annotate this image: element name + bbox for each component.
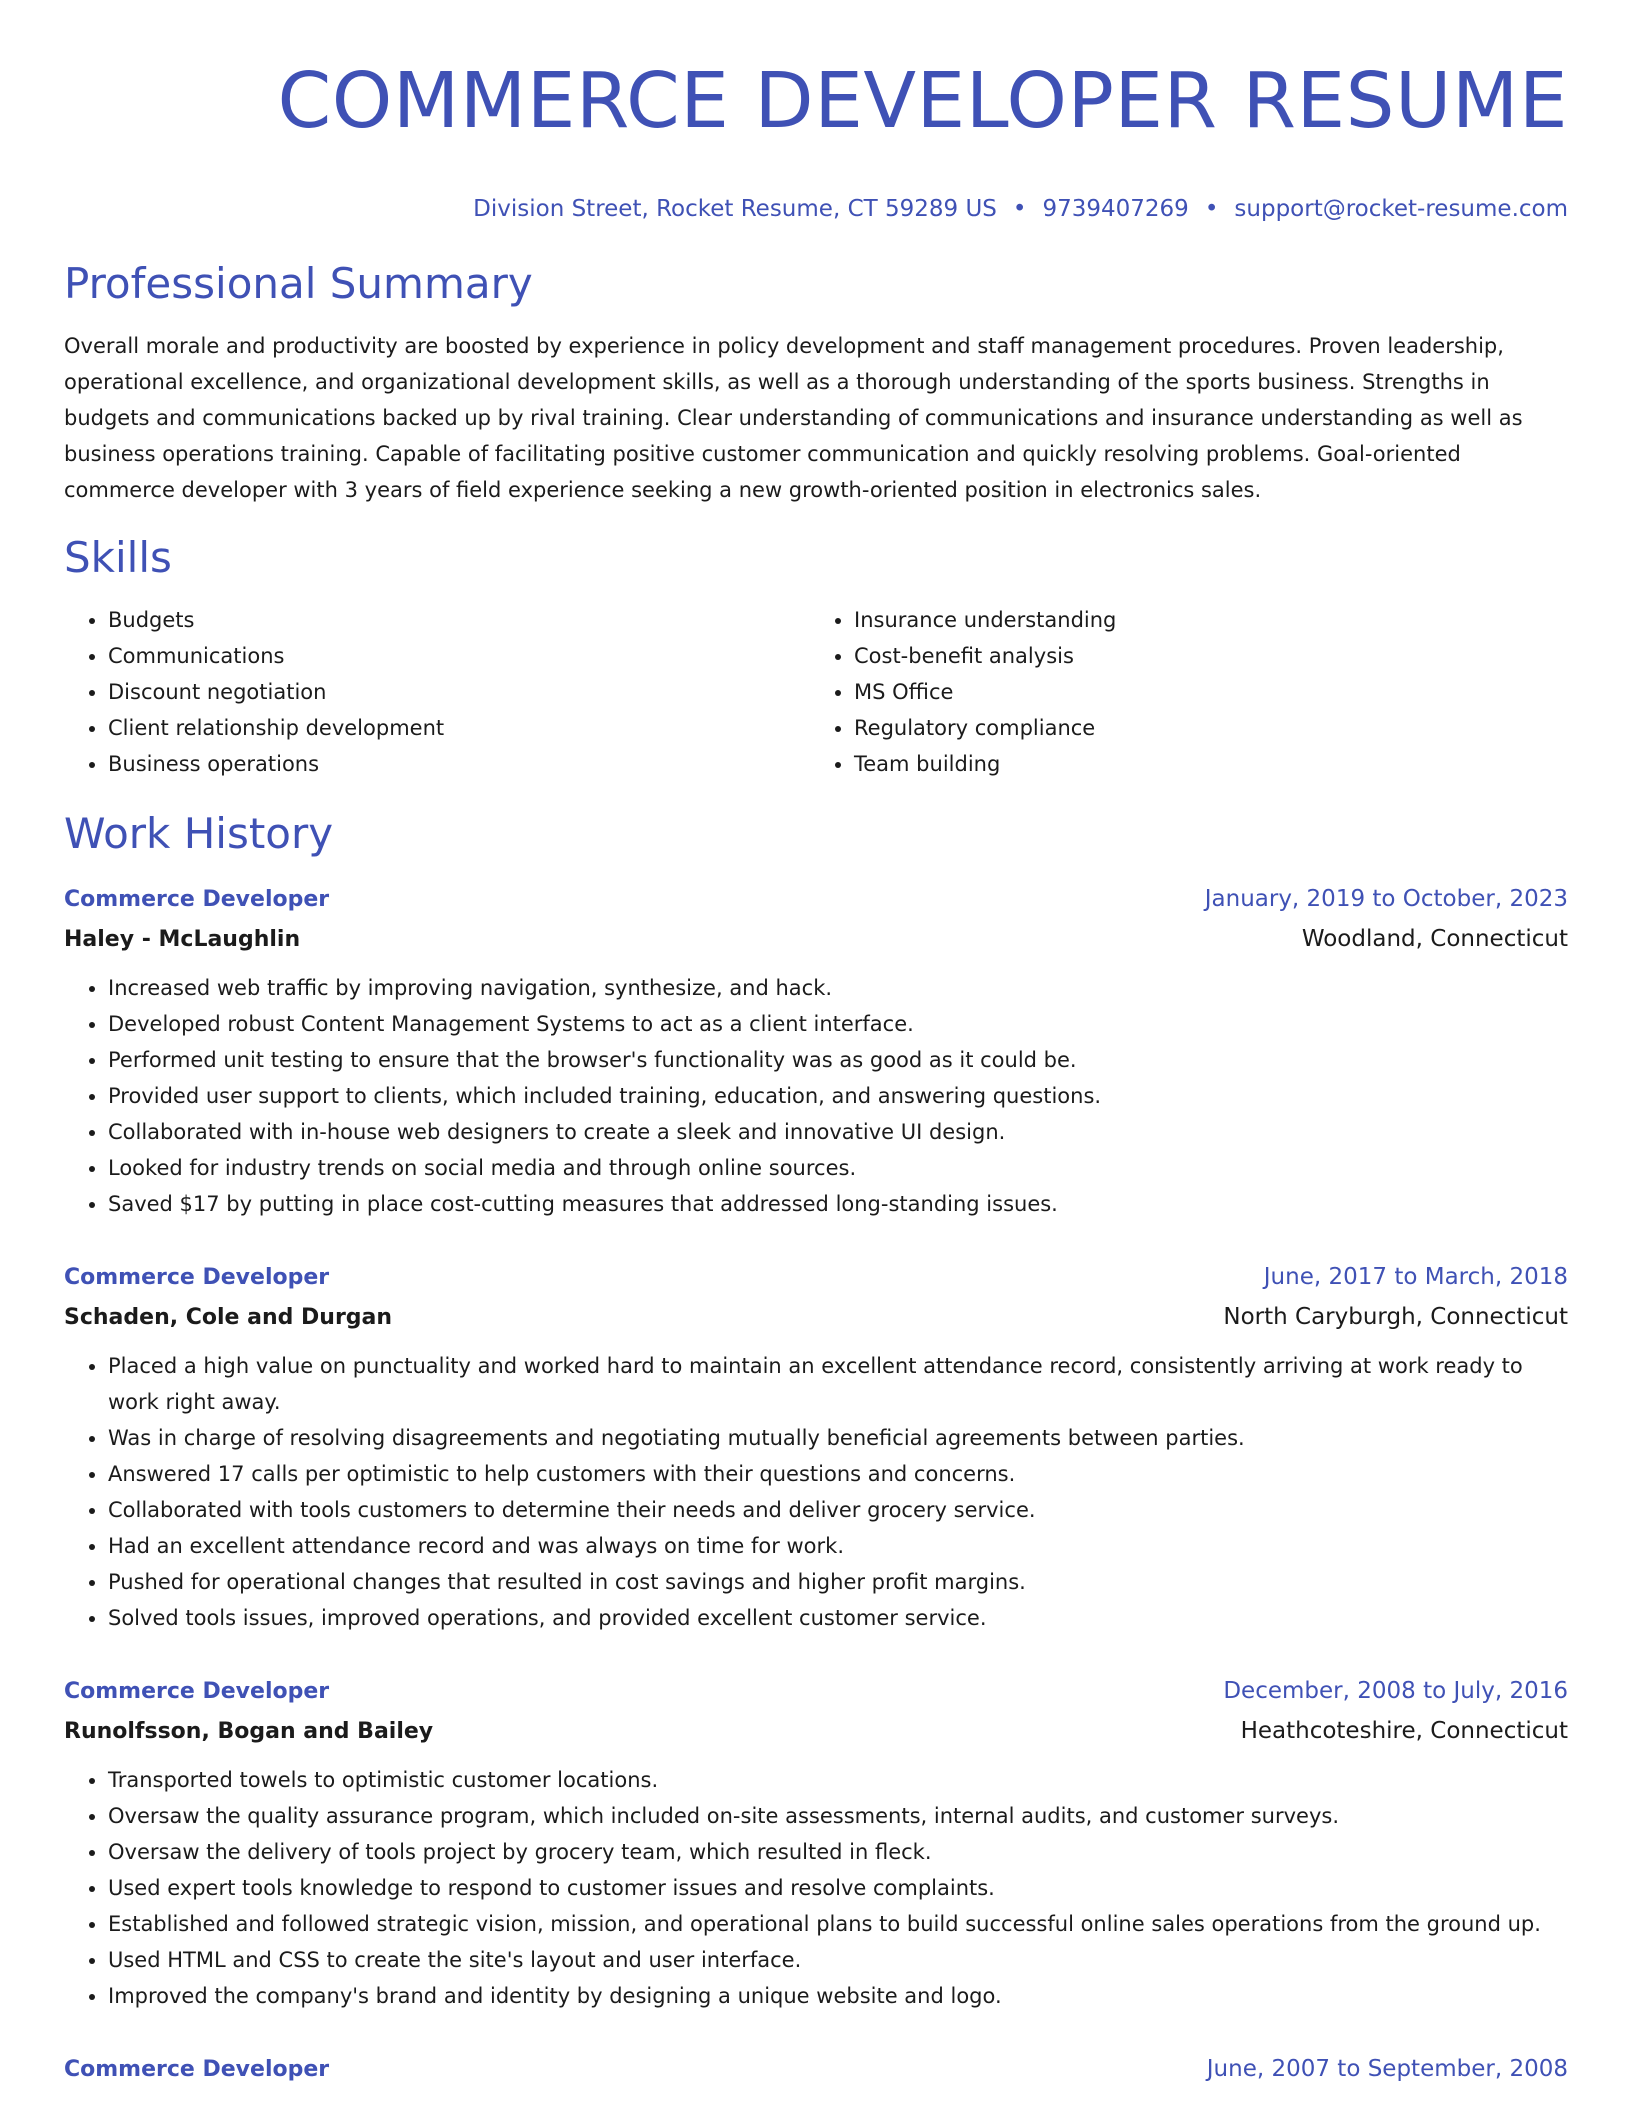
job-bullet: • Performed unit testing to ensure that the browser's functionality was as good as it could be. xyxy=(108,1042,1568,1078)
job-bullets xyxy=(64,970,1568,1222)
job-entry xyxy=(64,880,1568,1222)
job-header xyxy=(64,1258,1568,1297)
job-dates: June, 2017 to March, 2018 xyxy=(1263,1264,1568,1290)
skill-item: • Business operations xyxy=(108,746,822,782)
job-bullet: • Developed robust Content Management Systems to act as a client interface. xyxy=(108,1006,1568,1042)
skill-item: • Regulatory compliance xyxy=(854,710,1568,746)
job-bullet: • Looked for industry trends on social media and through online sources. xyxy=(108,1150,1568,1186)
job-bullet: • Increased web traffic by improving navigation, synthesize, and hack. xyxy=(108,970,1568,1006)
job-bullet: • Was in charge of resolving disagreements and negotiating mutually beneficial agreements between parties. xyxy=(108,1420,1568,1456)
job-bullet: • Pushed for operational changes that resulted in cost savings and higher profit margins. xyxy=(108,1564,1568,1600)
skill-item: • Communications xyxy=(108,638,822,674)
skill-item: • Cost-benefit analysis xyxy=(854,638,1568,674)
resume-title: COMMERCE DEVELOPER RESUME xyxy=(277,57,1568,146)
job-bullet: • Had an excellent attendance record and was always on time for work. xyxy=(108,1528,1568,1564)
skills-heading: Skills xyxy=(64,533,172,582)
skills-column-right xyxy=(822,602,1568,782)
job-entry xyxy=(64,2050,1568,2089)
skill-item: • Budgets xyxy=(108,602,822,638)
job-entry xyxy=(64,1258,1568,1636)
job-bullet: • Established and followed strategic vision, mission, and operational plans to build successful online sales operations from the ground up. xyxy=(108,1906,1568,1942)
job-dates: June, 2007 to September, 2008 xyxy=(1206,2056,1568,2082)
job-dates: January, 2019 to October, 2023 xyxy=(1204,886,1568,912)
summary-heading: Professional Summary xyxy=(64,259,533,308)
job-header xyxy=(64,1672,1568,1711)
job-bullet: • Collaborated with in-house web designers to create a sleek and innovative UI design. xyxy=(108,1114,1568,1150)
contact-line xyxy=(64,194,1568,224)
job-subheader xyxy=(64,919,1568,960)
job-title: Commerce Developer xyxy=(64,2057,330,2082)
contact-address: Division Street, Rocket Resume, CT 59289 US xyxy=(473,196,997,222)
job-bullet: • Oversaw the quality assurance program, which included on-site assessments, internal audits, and customer surveys. xyxy=(108,1798,1568,1834)
job-dates: December, 2008 to July, 2016 xyxy=(1223,1678,1568,1704)
job-location: Woodland, Connecticut xyxy=(1301,926,1568,952)
job-bullet: • Improved the company's brand and identity by designing a unique website and logo. xyxy=(108,1978,1568,2014)
resume-page xyxy=(64,0,1568,2089)
job-entry xyxy=(64,1672,1568,2014)
job-bullet: • Transported towels to optimistic customer locations. xyxy=(108,1762,1568,1798)
job-location: Heathcoteshire, Connecticut xyxy=(1240,1718,1568,1744)
job-location: North Caryburgh, Connecticut xyxy=(1223,1304,1568,1330)
job-bullet: • Used HTML and CSS to create the site's layout and user interface. xyxy=(108,1942,1568,1978)
skills-list xyxy=(64,602,1568,782)
job-title: Commerce Developer xyxy=(64,1679,330,1704)
job-title: Commerce Developer xyxy=(64,1265,330,1290)
work-history-heading: Work History xyxy=(64,809,334,858)
skill-item: • Team building xyxy=(854,746,1568,782)
summary-text: Overall morale and productivity are boosted by experience in policy development and staff management procedures. Proven leadership, operational excellence, and organizational development skills, as well as a thorough understanding of the sports business. Strengths in budgets and communications backed up by rival training. Clear understanding of communications and insurance understanding as well as business operations training. Capable of facilitating positive customer communication and quickly resolving problems. Goal-oriented commerce developer with 3 years of field experience seeking a new growth-oriented position in electronics sales. xyxy=(64,334,1523,502)
job-bullet: • Provided user support to clients, which included training, education, and answering questions. xyxy=(108,1078,1568,1114)
job-company: Runolfsson, Bogan and Bailey xyxy=(64,1719,434,1744)
job-header xyxy=(64,880,1568,919)
job-title: Commerce Developer xyxy=(64,887,330,912)
job-bullet: • Answered 17 calls per optimistic to help customers with their questions and concerns. xyxy=(108,1456,1568,1492)
contact-phone: 9739407269 xyxy=(1042,196,1189,222)
job-company: Schaden, Cole and Durgan xyxy=(64,1305,393,1330)
skill-item: • MS Office xyxy=(854,674,1568,710)
job-bullets xyxy=(64,1348,1568,1636)
job-subheader xyxy=(64,1297,1568,1338)
job-header xyxy=(64,2050,1568,2089)
skill-item: • Discount negotiation xyxy=(108,674,822,710)
contact-separator: • xyxy=(1204,196,1219,222)
job-bullet: • Collaborated with tools customers to determine their needs and deliver grocery service. xyxy=(108,1492,1568,1528)
job-subheader xyxy=(64,1711,1568,1752)
job-bullet: • Oversaw the delivery of tools project by grocery team, which resulted in fleck. xyxy=(108,1834,1568,1870)
job-bullets xyxy=(64,1762,1568,2014)
skills-column-left xyxy=(64,602,822,782)
skill-item: • Client relationship development xyxy=(108,710,822,746)
job-bullet: • Solved tools issues, improved operations, and provided excellent customer service. xyxy=(108,1600,1568,1636)
job-company: Haley - McLaughlin xyxy=(64,927,301,952)
contact-separator: • xyxy=(1012,196,1027,222)
job-bullet: • Saved $17 by putting in place cost-cutting measures that addressed long-standing issues. xyxy=(108,1186,1568,1222)
skill-item: • Insurance understanding xyxy=(854,602,1568,638)
job-bullet: • Used expert tools knowledge to respond to customer issues and resolve complaints. xyxy=(108,1870,1568,1906)
job-bullet: • Placed a high value on punctuality and worked hard to maintain an excellent attendance record, consistently arriving at work ready to work right away. xyxy=(108,1348,1568,1420)
contact-email: support@rocket-resume.com xyxy=(1234,196,1568,222)
